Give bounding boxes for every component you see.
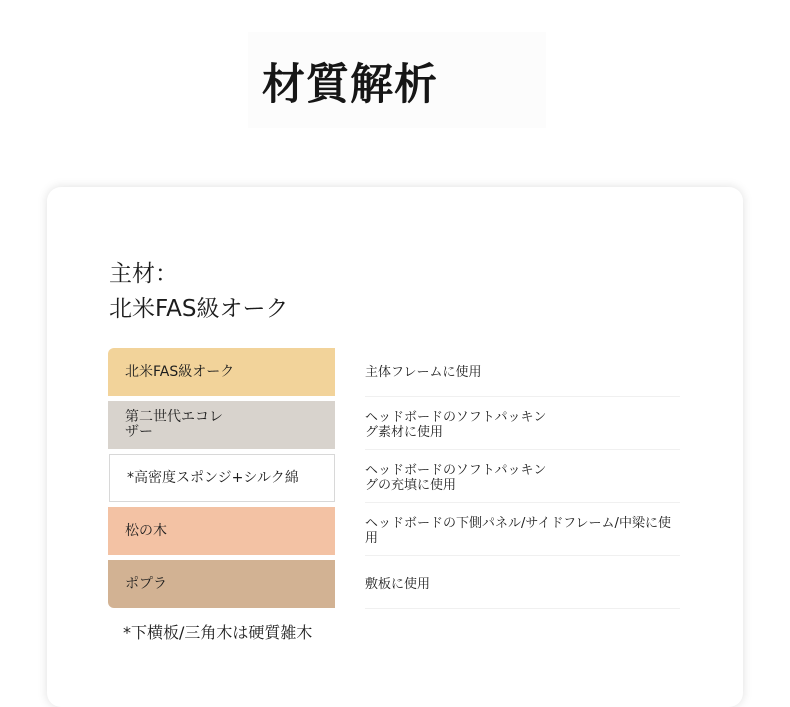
page-title: 材質解析 (262, 60, 438, 110)
material-usage (365, 401, 680, 450)
material-usage-text: ヘッドボードのソフトパッキン グ素材に使用 (365, 410, 547, 440)
table-row (108, 560, 680, 608)
material-name: 第二世代エコレ ザー (125, 409, 223, 440)
footnote: *下横板/三角木は硬質雑木 (123, 623, 313, 642)
table-row (108, 348, 680, 396)
main-material-value: 北米FAS級オーク (109, 296, 289, 322)
material-usage (365, 507, 680, 556)
table-row (108, 454, 680, 502)
material-swatch: ポプラ (108, 560, 335, 608)
material-usage (365, 348, 680, 397)
material-swatch (108, 401, 335, 449)
main-material-label: 主材： (109, 261, 178, 287)
material-swatch: *高密度スポンジ+シルク綿 (109, 454, 335, 502)
material-usage (365, 560, 680, 609)
table-row (108, 507, 680, 555)
material-usage-text: 主体フレームに使用 (365, 364, 482, 380)
table-row (108, 401, 680, 449)
material-usage-text: ヘッドボードのソフトパッキン グの充填に使用 (365, 463, 547, 493)
material-usage (365, 454, 680, 503)
material-usage-text: ヘッドボードの下側パネル/サイドフレーム/中梁に使用 (365, 516, 671, 546)
material-swatch: 松の木 (108, 507, 335, 555)
material-swatch: 北米FAS級オーク (108, 348, 335, 396)
material-usage-text: 敷板に使用 (365, 576, 431, 592)
